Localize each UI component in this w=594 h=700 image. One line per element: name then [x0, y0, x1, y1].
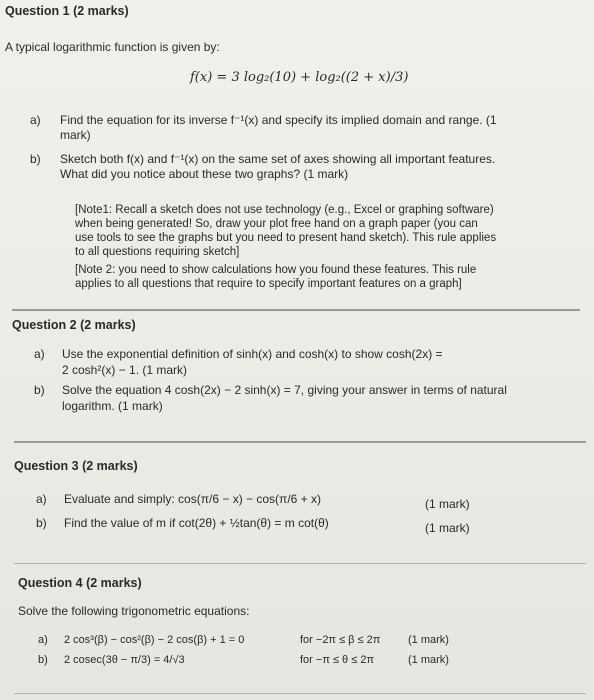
- q2-part-b-label: b): [34, 383, 45, 397]
- q1-part-b-line1: Sketch both f(x) and f⁻¹(x) on the same set of axes showing all important features.: [60, 152, 496, 166]
- q3-heading: Question 3 (2 marks): [14, 459, 138, 473]
- note1-line3: use tools to see the graphs but you need to present hand sketch). This rule applies: [75, 232, 497, 244]
- divider-q2-q3: [14, 441, 586, 443]
- q4-part-b-range: for −π ≤ θ ≤ 2π: [300, 654, 375, 666]
- divider-q1-q2: [12, 309, 580, 311]
- q4-part-a-equation: 2 cos³(β) − cos²(β) − 2 cos(β) + 1 = 0: [64, 634, 245, 646]
- q4-heading: Question 4 (2 marks): [18, 576, 142, 590]
- q3-part-a-marks: (1 mark): [425, 497, 470, 511]
- note1-line4: to all questions requiring sketch]: [75, 246, 240, 258]
- q2-part-a-line2: 2 cosh²(x) − 1. (1 mark): [62, 363, 188, 377]
- q1-part-a-line1: Find the equation for its inverse f⁻¹(x) and specify its implied domain and range. (1: [60, 113, 497, 127]
- note2-line2: applies to all questions that require to specify important features on a graph]: [75, 278, 462, 290]
- divider-bottom: [14, 693, 586, 694]
- q2-part-a-line1: Use the exponential definition of sinh(x) and cosh(x) to show cosh(2x) =: [62, 347, 443, 361]
- q1-part-a-label: a): [30, 113, 41, 127]
- q2-part-b-line2: logarithm. (1 mark): [62, 399, 163, 413]
- q2-heading: Question 2 (2 marks): [12, 318, 136, 332]
- q2-part-b-line1: Solve the equation 4 cosh(2x) − 2 sinh(x) = 7, giving your answer in terms of natural: [62, 383, 507, 397]
- q4-part-b-marks: (1 mark): [408, 654, 449, 666]
- q1-part-b-line2: What did you notice about these two graphs? (1 mark): [60, 167, 349, 181]
- q4-part-a-marks: (1 mark): [408, 634, 449, 646]
- q1-heading: Question 1 (2 marks): [5, 4, 129, 18]
- q3-part-b-label: b): [36, 516, 47, 530]
- q4-part-a-label: a): [38, 634, 48, 646]
- q3-part-a-text: Evaluate and simply: cos(π/6 − x) − cos(π/6 + x): [64, 492, 321, 506]
- q3-part-b-marks: (1 mark): [425, 521, 470, 535]
- q1-intro: A typical logarithmic function is given by:: [5, 40, 220, 54]
- q4-part-b-equation: 2 cosec(3θ − π/3) = 4/√3: [64, 654, 185, 666]
- q4-intro: Solve the following trigonometric equations:: [18, 604, 250, 618]
- divider-q3-q4: [14, 563, 586, 564]
- q4-part-a-range: for −2π ≤ β ≤ 2π: [300, 634, 381, 646]
- q4-part-b-label: b): [38, 654, 48, 666]
- note1-line2: when being generated! So, draw your plot free hand on a graph paper (you can: [75, 218, 478, 230]
- q1-formula: f(x) = 3 log₂(10) + log₂((2 + x)/3): [190, 70, 409, 85]
- note2-line1: [Note 2: you need to show calculations how you found these features. This rule: [75, 264, 477, 276]
- note1-line1: [Note1: Recall a sketch does not use technology (e.g., Excel or graphing software): [75, 204, 494, 216]
- q3-part-a-label: a): [36, 492, 47, 506]
- q1-part-a-line2: mark): [60, 128, 91, 142]
- q1-part-b-label: b): [30, 152, 41, 166]
- q3-part-b-text: Find the value of m if cot(2θ) + ½tan(θ) = m cot(θ): [64, 516, 329, 530]
- q2-part-a-label: a): [34, 347, 45, 361]
